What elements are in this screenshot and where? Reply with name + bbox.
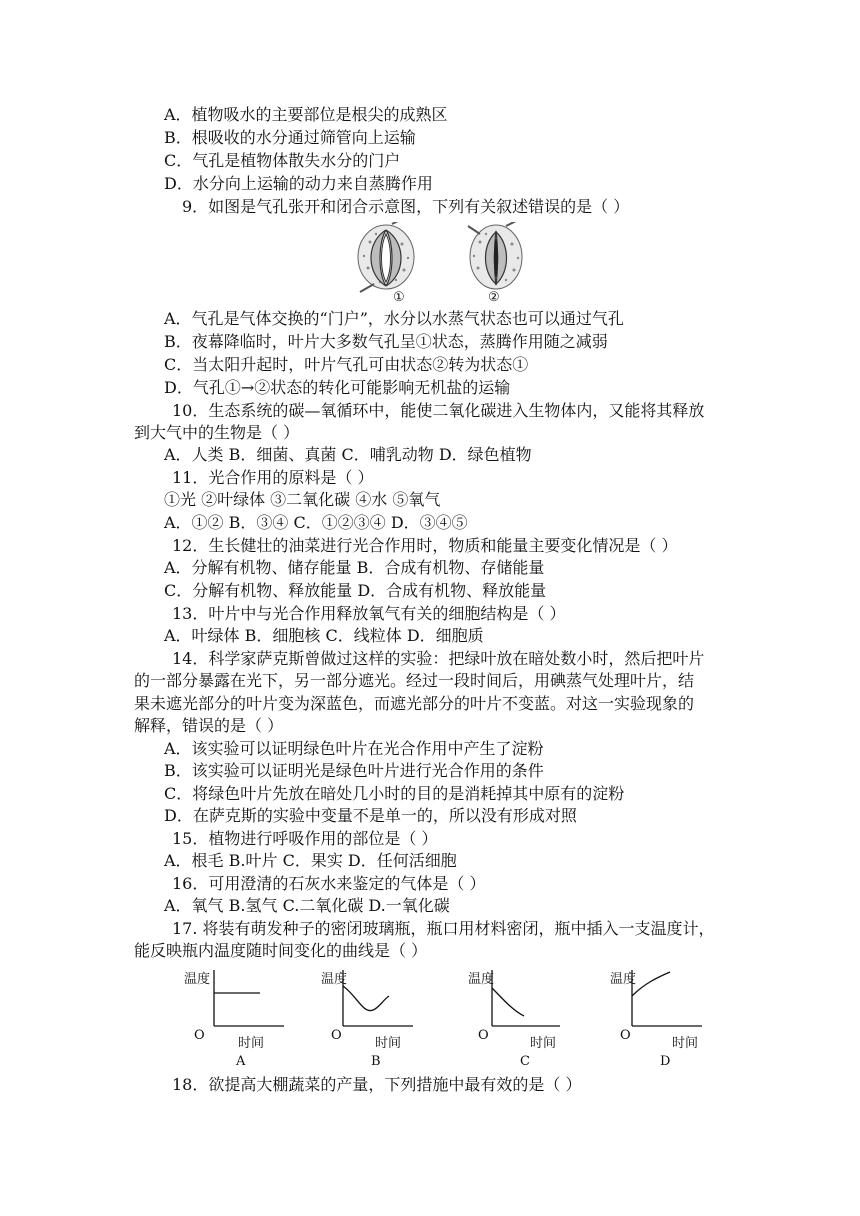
q13-options: A．叶绿体 B．细胞核 C．线粒体 D．细胞质 [164,626,484,645]
q13-stem: 13．叶片中与光合作用释放氧气有关的细胞结构是（ ） [172,604,566,623]
q10-options: A．人类 B．细菌、真菌 C．哺乳动物 D．绿色植物 [164,445,532,464]
graph-d-origin: O [620,1028,631,1043]
q8-option-b: B．根吸收的水分通过筛管向上运输 [164,128,416,147]
stoma-closed-icon [468,222,522,289]
graph-b-ylabel: 温度 [321,972,348,987]
graph-d-letter: D [660,1054,671,1069]
graph-a-axes [180,966,290,1036]
q17-stem-line1: 17. 将装有萌发种子的密闭玻璃瓶，瓶口用材料密闭，瓶中插入一支温度计， [172,919,715,938]
q14-stem-line2: 的一部分暴露在光下，另一部分遮光。经过一段时间后，用碘蒸气处理叶片，结 [134,671,695,690]
graph-c-letter: C [520,1054,530,1069]
q14-stem-line3: 果未遮光部分的叶片变为深蓝色，而遮光部分的叶片不变蓝。对这一实验现象的 [134,694,695,713]
q14-stem-line4: 解释，错误的是（ ） [134,716,284,735]
graph-c-curve [492,988,524,1016]
q17-stem-line2: 能反映瓶内温度随时间变化的曲线是（ ） [134,941,428,960]
graph-a-origin: O [194,1028,205,1043]
q9-option-b: B．夜幕降临时，叶片大多数气孔呈①状态，蒸腾作用随之减弱 [164,332,608,351]
q9-option-c: C．当太阳升起时，叶片气孔可由状态②转为状态① [164,355,529,374]
graph-d-xlabel: 时间 [672,1036,699,1051]
graph-a-xlabel: 时间 [238,1036,265,1051]
graph-b-xlabel: 时间 [375,1036,402,1051]
q10-stem-line2: 到大气中的生物是（ ） [134,423,300,442]
q16-options: A．氧气 B.氢气 C.二氧化碳 D.一氧化碳 [164,896,450,915]
graph-c-axes [452,966,562,1036]
fig-label-1: ① [393,290,405,305]
q8-option-a: A．植物吸水的主要部位是根尖的成熟区 [164,105,448,124]
q9-stem: 9．如图是气孔张开和闭合示意图，下列有关叙述错误的是（ ） [182,197,630,216]
q14-stem-line1: 14．科学家萨克斯曾做过这样的实验：把绿叶放在暗处数小时，然后把叶片 [172,649,705,668]
graph-a-ylabel: 温度 [184,972,211,987]
q11-stem: 11．光合作用的原料是（ ） [172,468,374,487]
q12-stem: 12．生长健壮的油菜进行光合作用时，物质和能量主要变化情况是（ ） [172,536,678,555]
stoma-open-icon [358,222,414,292]
graph-a-letter: A [236,1054,246,1069]
q14-option-d: D．在萨克斯的实验中变量不是单一的，所以没有形成对照 [164,806,577,825]
q11-items: ①光 ②叶绿体 ③二氧化碳 ④水 ⑤氧气 [164,490,441,509]
q16-stem: 16．可用澄清的石灰水来鉴定的气体是（ ） [172,874,486,893]
graph-d [592,966,710,1069]
graph-c-xlabel: 时间 [530,1036,557,1051]
graph-a [180,966,290,1069]
graph-b-origin: O [331,1028,342,1043]
q15-stem: 15．植物进行呼吸作用的部位是（ ） [172,829,438,848]
graph-b [305,966,415,1069]
stomata-figure [356,222,536,294]
q12-options-line2: C．分解有机物、释放能量 D．合成有机物、释放能量 [164,581,547,600]
q14-option-c: C．将绿色叶片先放在暗处几小时的目的是消耗掉其中原有的淀粉 [164,784,625,803]
graph-c-origin: O [478,1028,489,1043]
q10-stem-line1: 10．生态系统的碳—氧循环中，能使二氧化碳进入生物体内，又能将其释放 [172,401,705,420]
q8-option-c: C．气孔是植物体散失水分的门户 [164,151,401,170]
q14-option-b: B．该实验可以证明光是绿色叶片进行光合作用的条件 [164,761,544,780]
graph-d-curve [632,972,670,996]
q14-option-a: A．该实验可以证明绿色叶片在光合作用中产生了淀粉 [164,739,544,758]
graph-d-ylabel: 温度 [610,972,637,987]
q18-stem: 18．欲提高大棚蔬菜的产量，下列措施中最有效的是（ ） [172,1075,582,1094]
q9-option-d: D．气孔①→②状态的转化可能影响无机盐的运输 [164,378,511,397]
graph-c-ylabel: 温度 [468,972,495,987]
q9-option-a: A．气孔是气体交换的“门户”，水分以水蒸气状态也可以通过气孔 [164,309,624,328]
q8-option-d: D．水分向上运输的动力来自蒸腾作用 [164,174,433,193]
graph-c [452,966,562,1069]
graph-b-axes [305,966,415,1036]
graph-d-axes [592,966,710,1036]
q11-options: A．①② B．③④ C．①②③④ D．③④⑤ [164,513,468,532]
graph-b-curve [343,986,389,1011]
q15-options: A．根毛 B.叶片 C．果实 D．任何活细胞 [164,851,457,870]
graph-b-letter: B [371,1054,381,1069]
q12-options-line1: A．分解有机物、储存能量 B．合成有机物、存储能量 [164,558,545,577]
fig-label-2: ② [488,290,500,305]
